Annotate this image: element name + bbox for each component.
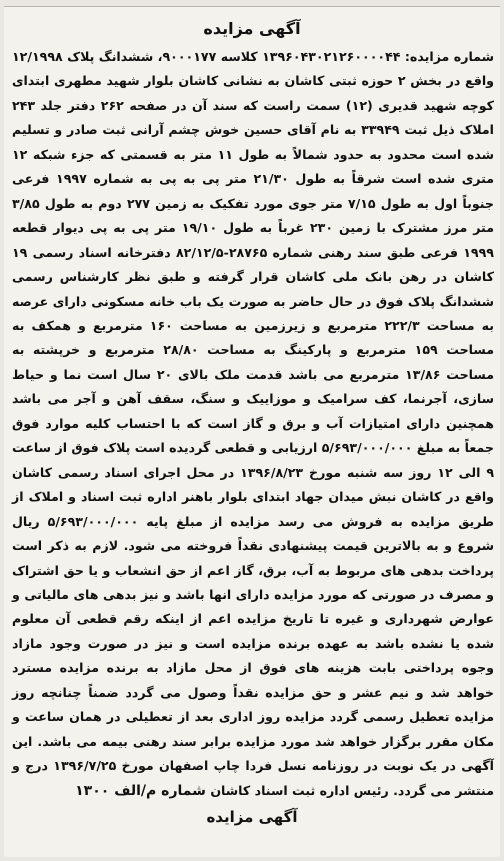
- notice-body-text: شماره مزایده: ۱۳۹۶۰۴۳۰۲۱۲۶۰۰۰۰۴۴ کلاسه ۹۰۰۰۱۷۷، ششدانگ پلاک ۱۲/۱۹۹۸ واقع در بخش ۲ حوزه ثبتی کاشان به نشانی کاشان بلوار شهید مطهری ابتدای کوچه شهید قدیری (۱۲) سمت راست که سند آن در صفحه ۲۶۲ دفتر جلد ۲۴۳ املاک ذیل ثبت ۳۳۹۴۹ به نام آقای حسین خوش چشم آرانی ثبت صادر و تسلیم شده است محدود به حدود شمالاً به طول ۱۱ متر به قسمتی که جزء شبکه ۱۲ متری شده است شرقاً به طول ۲۱/۳۰ متر پی به پی به شماره ۱۹۹۷ فرعی جنوباً اول به طول ۷/۱۵ متر جوی مورد تفکیک به زمین ۲۷۷ دوم به طول ۳/۸۵ متر مرز مشترک با زمین ۲۳۰ غرباً به طول ۱۹/۱۰ متر پی به پی دیوار قطعه ۱۹۹۹ فرعی طبق سند رهنی شماره ۲۸۷۶۵-۸۲/۱۲/۵ دفترخانه اسناد رسمی ۱۹ کاشان در رهن بانک ملی کاشان قرار گرفته و طبق نظر کارشناس رسمی ششدانگ پلاک فوق در حال حاضر به صورت یک باب خانه مسکونی دارای عرصه به مساحت ۲۲۲/۳ مترمربع و زیرزمین به مساحت ۱۶۰ مترمربع و همکف به مساحت ۱۵۹ مترمربع و پارکینگ به مساحت ۲۸/۸۰ مترمربع و خرپشته به مساحت ۱۳/۸۶ مترمربع می باشد قدمت ملک بالای ۲۰ سال است نما و حیاط سازی، آجرنما، کف سرامیک و موزاییک و سنگ، سقف آهن و آجر می باشد همچنین دارای امتیازات آب و برق و گاز است که با احتساب کلیه موارد فوق جمعاً به مبلغ ۵/۶۹۳/۰۰۰/۰۰۰ ارزیابی و قطعی گردیده است پلاک فوق از ساعت ۹ الی ۱۲ روز سه شنبه مورخ ۱۳۹۶/۸/۲۳ در محل اجرای اسناد رسمی کاشان واقع در کاشان نبش میدان جهاد ابتدای بلوار باهنر اداره ثبت اسناد و املاک از طریق مزایده به فروش می رسد مزایده از مبلغ پایه ۵/۶۹۳/۰۰۰/۰۰۰ ریال شروع و به بالاترین قیمت پیشنهادی نقداً فروخته می شود. لازم به ذکر است پرداخت بدهی های مربوط به آب، برق، گاز اعم از حق انشعاب و یا حق اشتراک و مصرف در صورتی که مورد مزایده دارای انها باشد و نیز بدهی های مالیاتی و عوارض شهرداری و غیره تا تاریخ مزایده اعم از اینکه رقم قطعی آن معلوم شده یا نشده باشد به عهده برنده مزایده است و نیز در صورت وجود مازاد وجوه پرداختی بابت هزینه های فوق از محل مازاد به برنده مزایده مسترد خواهد شد و نیم عشر و حق مزایده نقداً وصول می گردد ضمناً چنانچه روز مزایده تعطیل رسمی گردد مزایده روز اداری بعد از تعطیلی در همان ساعت و مکان مقرر برگزار خواهد شد مورد مزایده برابر سند رهنی بیمه می باشد. این آگهی در یک نوبت در روزنامه نسل فردا چاپ اصفهان مورخ ۱۳۹۶/۷/۲۵ درج و منتشر می گردد. رئیس اداره ثبت اسناد کاشان: [12, 49, 495, 798]
- auction-notice: [4, 6, 500, 857]
- notice-signature-number: شماره م/الف ۱۳۰۰: [75, 782, 206, 799]
- notice-title: آگهی مزایده: [203, 19, 301, 38]
- notice-body: [12, 45, 494, 803]
- next-notice-title: آگهی مزایده: [206, 808, 298, 827]
